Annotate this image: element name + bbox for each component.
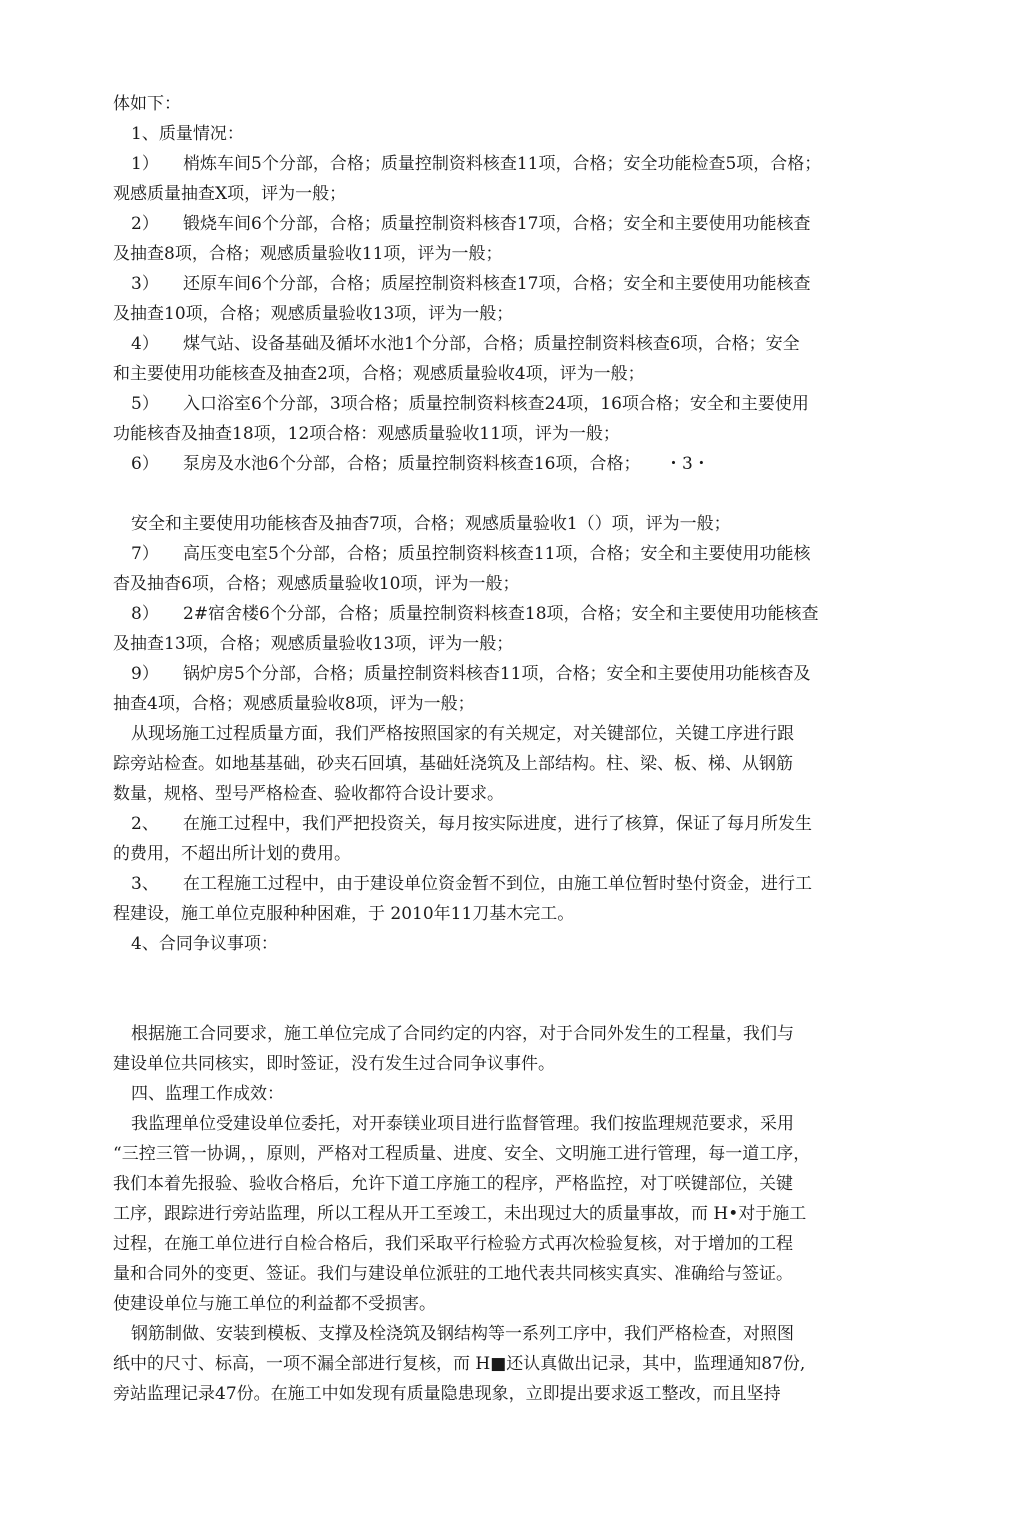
- quality-item-line: [131, 153, 821, 175]
- item-number: 2）: [131, 214, 159, 234]
- item-text: 锅炉房5个分部，合格；质量控制资料核杳11项，合格；安全和主要使用功能核杳及: [183, 664, 811, 684]
- item-text: 梢炼车间5个分部，合格；质量控制资料核查11项，合格；安全功能检查5项，合格；: [183, 154, 822, 174]
- paragraph-line: 数量，规格、型号严格检查、验收都符合设计要求。: [113, 784, 504, 804]
- paragraph-line: 钢筋制做、安装到模板、支撑及栓浇筑及钢结构等一系列工序中，我们严格检查，对照图: [131, 1324, 794, 1344]
- item-number: 9）: [131, 664, 159, 684]
- paragraph-line: 量和合同外的变更、签证。我们与建设单位派驻的工地代表共同核实真实、准确给与签证。: [113, 1264, 793, 1284]
- paragraph-line: “三控三管一协调，，原则，严格对工程质量、进度、安全、文明施工进行管理，每一道工序，: [113, 1144, 811, 1164]
- paragraph-line: 踪旁站检查。如地基基础，砂夹石回填，基础妊浇筑及上部结构。柱、梁、板、梯、从钢筋: [113, 754, 793, 774]
- quality-item-line: 杳及抽杳6项，合格；观感质量验收10项，评为一般；: [113, 574, 520, 594]
- paragraph-line: 我监理单位受建设单位委托，对开泰镁业项目进行监督管理。我们按监理规范要求，采用: [131, 1114, 794, 1134]
- paragraph-line: 使建设单位与施工单位的利益都不受损害。: [113, 1294, 436, 1314]
- section-text: 在工程施工过程中，由于建设单位资金暂不到位，由施工单位暂时垫付资金，进行工: [183, 874, 812, 894]
- item-text: 2#宿舍楼6个分部，合格；质量控制资料核查18项，合格；安全和主要使用功能核查: [183, 604, 819, 624]
- paragraph-line: 过程，在施工单位进行自检合格后，我们采取平行检验方式再次检验复核，对于增加的工程: [113, 1234, 793, 1254]
- item-text: 泵房及水池6个分部，合格；质量控制资料核查16项，合格；: [183, 454, 641, 474]
- quality-item-line: [131, 543, 810, 565]
- item-text: 煤气站、设备基础及循坏水池1个分部，合格；质量控制资料核查6项，合格；安全: [183, 334, 800, 354]
- item-number: 3）: [131, 274, 159, 294]
- quality-item-line: [131, 213, 810, 235]
- quality-item-line: [131, 273, 810, 295]
- quality-item-line: 抽查4项，合格；观感质量验收8项，评为一般；: [113, 694, 475, 714]
- quality-item-line: 及抽查13项，合格；观感质量验收13项，评为一般；: [113, 634, 514, 654]
- section-number: 3、: [131, 874, 159, 894]
- paragraph-line: 工序，跟踪进行旁站监理，所以工程从开工至竣工，未出现过大的质量事故，而 H•对于施工: [113, 1204, 807, 1224]
- section-contract-title: 4、合同争议事项：: [131, 934, 278, 954]
- quality-item-line: [131, 333, 800, 355]
- paragraph-line: 从现场施工过程质量方面，我们严格按照国家的有关规定，对关键部位，关键工序进行跟: [131, 724, 794, 744]
- quality-item-line: [131, 453, 640, 475]
- section-text: 在施工过程中，我们严把投资关，每月按实际进度，进行了核算，保证了每月所发生: [183, 814, 812, 834]
- quality-item-line: 安全和主要使用功能核杳及抽杳7项，合格；观感质量验收1（）项，评为一般；: [131, 514, 731, 534]
- quality-item-line: 及抽查10项，合格；观感质量验收13项，评为一般；: [113, 304, 514, 324]
- item-number: 5）: [131, 394, 159, 414]
- quality-item-line: 及抽查8项，合格；观感质量验收11项，评为一般；: [113, 244, 503, 264]
- paragraph-line: 旁站监理记录47份。在施工中如发现有质量隐患现象，立即提出要求返工整改，而且坚持: [113, 1384, 781, 1404]
- intro-text: 体如下：: [113, 94, 181, 114]
- paragraph-line: 我们本着先报验、验收合格后，允许下道工序施工的程序，严格监控，对丁咲键部位，关键: [113, 1174, 793, 1194]
- item-text: 还原车间6个分部，合格；质屋控制资料核查17项，合格；安全和主要使用功能核查: [183, 274, 811, 294]
- quality-item-line: [131, 663, 810, 685]
- section-effect-title: 四、监理工作成效：: [131, 1084, 284, 1104]
- item-text: 高压变电室5个分部，合格；质虽控制资料核查11项，合格；安全和主要使用功能核: [183, 544, 811, 564]
- item-text: 入口浴室6个分部，3项合格；质量控制资料核查24项，16项合格；安全和主要使用: [183, 394, 809, 414]
- item-number: 6）: [131, 454, 159, 474]
- item-text: 锻烧车间6个分部，合格；质量控制资料核杳17项，合格；安全和主要使用功能核査: [183, 214, 811, 234]
- item-number: 4）: [131, 334, 159, 354]
- quality-item-line: 观感质量抽查X项，评为一般；: [113, 184, 347, 204]
- section-line: 的费用，不超出所计划的费用。: [113, 844, 351, 864]
- section-line: [131, 873, 812, 895]
- paragraph-line: 纸中的尺寸、标高，一项不漏全部进行复核，而 H■还认真做出记录，其中，监理通知87份,: [113, 1354, 806, 1374]
- page-number: ・3・: [665, 454, 710, 474]
- paragraph-line: 建设单位共同核实，即时签证，没冇发生过合同争议事件。: [113, 1054, 555, 1074]
- quality-item-line: 和主要使用功能核查及抽查2项，合格；观感质量验收4项，评为一般；: [113, 364, 645, 384]
- section-line: [131, 813, 812, 835]
- quality-item-line: [131, 603, 819, 625]
- quality-item-line: 功能核杳及抽查18项，12项合格：观感质量验收11项，评为一般；: [113, 424, 620, 444]
- item-number: 1）: [131, 154, 159, 174]
- item-number: 8）: [131, 604, 159, 624]
- section-line: 程建设，施工单位克服种种困难，于 2010年11刀基木完工。: [113, 904, 575, 924]
- section-number: 2、: [131, 814, 159, 834]
- section-quality-title: 1、质量情况：: [131, 124, 244, 144]
- quality-item-line: [131, 393, 809, 415]
- item-number: 7）: [131, 544, 159, 564]
- paragraph-line: 根据施工合同要求，施工单位完成了合同约定的内容，对于合同外发生的工程量，我们与: [131, 1024, 794, 1044]
